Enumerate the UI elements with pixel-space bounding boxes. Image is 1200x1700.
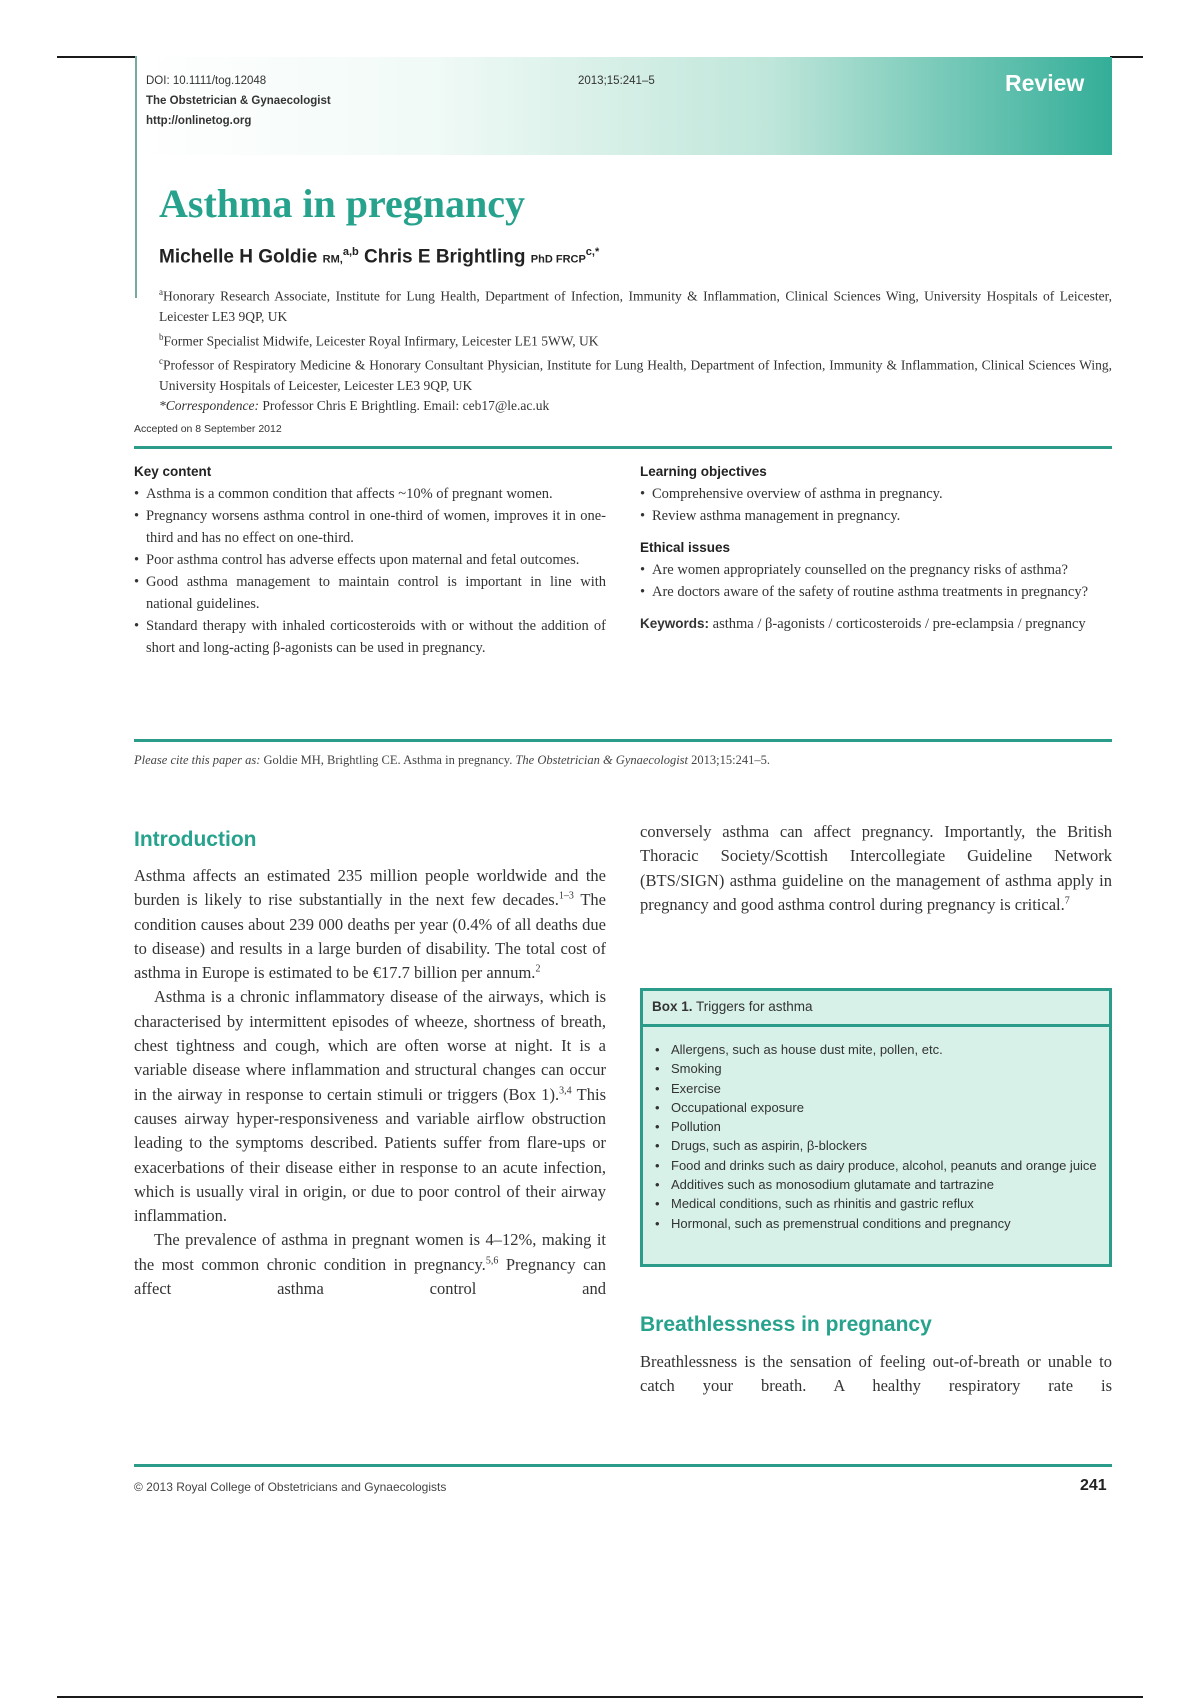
key-content	[134, 461, 606, 659]
citation: Please cite this paper as: Goldie MH, Brightling CE. Asthma in pregnancy. The Obstetrician & Gynaecologist 2013;15:241–5.	[134, 753, 770, 767]
box-title: Box 1. Triggers for asthma	[643, 991, 1109, 1027]
section-heading: Introduction	[134, 828, 257, 851]
list-item: • Smoking	[671, 1059, 1099, 1078]
journal-name: The Obstetrician & Gynaecologist	[146, 95, 331, 107]
divider	[134, 739, 1112, 742]
section-heading: Breathlessness in pregnancy	[640, 1313, 932, 1336]
paragraph: Asthma is a chronic inflammatory disease of the airways, which is characterised by intermittent episodes of wheeze, shortness of breath, chest tightness and cough, which are often worse at night. It is a variable disease where inflammation and structural changes can occur in the airway in response to certain stimuli or triggers (Box 1).$^{3,4}$ This causes airway hyper-responsiveness and variable airflow obstruction leading to the symptoms described. Patients suffer from flare-ups or exacerbations of their disease either in response to an acute infection, which is usually viral in origin, or due to poor control of their airway inflammation.	[134, 987, 606, 1226]
list-item: • Are doctors aware of the safety of routine asthma treatments in pregnancy?	[640, 581, 1112, 603]
list-item: • Good asthma management to maintain control is important in line with national guidelines.	[134, 571, 606, 615]
author-affil-sup: a,b	[342, 246, 359, 258]
key-content-heading: Key content	[134, 464, 212, 479]
keywords: Keywords: asthma / β-agonists / corticosteroids / pre-eclampsia / pregnancy	[640, 616, 1086, 632]
list-item: • Allergens, such as house dust mite, pollen, etc.	[671, 1040, 1099, 1059]
list-item: • Hormonal, such as premenstrual conditions and pregnancy	[671, 1214, 1099, 1233]
learning-objectives	[640, 461, 1112, 635]
list-item: • Are women appropriately counselled on the pregnancy risks of asthma?	[640, 559, 1112, 581]
volume-issue: 2013;15:241–5	[578, 75, 655, 87]
list-item: • Additives such as monosodium glutamate and tartrazine	[671, 1175, 1099, 1194]
journal-meta	[146, 71, 331, 131]
list-item: • Occupational exposure	[671, 1098, 1099, 1117]
author-affil-sup: c,*	[585, 246, 600, 258]
affiliation: $^b$Former Specialist Midwife, Leicester Royal Infirmary, Leicester LE1 5WW, UK	[159, 331, 599, 348]
correspondence: *Correspondence: Professor Chris E Brightling. Email: ceb17@le.ac.uk	[159, 397, 550, 413]
author-degree: PhD FRCP	[530, 253, 586, 266]
article-title: Asthma in pregnancy	[159, 181, 525, 226]
divider	[134, 446, 1112, 449]
list-item: • Poor asthma control has adverse effects upon maternal and fetal outcomes.	[134, 549, 606, 571]
page-number: 241	[1080, 1477, 1107, 1494]
list-item: • Medical conditions, such as rhinitis and gastric reflux	[671, 1194, 1099, 1213]
paragraph: Breathlessness is the sensation of feeling out-of-breath or unable to catch your breath. A healthy respiratory rate is	[640, 1352, 1112, 1396]
list-item: • Pregnancy worsens asthma control in one-third of women, improves it in one-third and has no effect on one-third.	[134, 505, 606, 549]
accepted-date: Accepted on 8 September 2012	[134, 423, 282, 435]
list-item: • Standard therapy with inhaled corticosteroids with or without the addition of short and long-acting β-agonists can be used in pregnancy.	[134, 615, 606, 659]
body-column-left	[134, 825, 606, 1301]
box-1-triggers	[640, 988, 1112, 1267]
author-name: Chris E Brightling	[364, 246, 526, 268]
author-degree: RM,	[322, 253, 343, 266]
learning-objectives-heading: Learning objectives	[640, 464, 767, 479]
section-label: Review	[1005, 70, 1085, 96]
doi: DOI: 10.1111/tog.12048	[146, 75, 267, 87]
divider	[134, 1464, 1112, 1467]
list-item: • Drugs, such as aspirin, β-blockers	[671, 1136, 1099, 1155]
affiliations	[159, 282, 1112, 416]
affiliation: $^a$Honorary Research Associate, Institute for Lung Health, Department of Infection, Immunity & Inflammation, Clinical Sciences Wing, University Hospitals of Leicester, Leicester LE3 9QP, UK	[159, 287, 1112, 324]
top-rule-right	[1110, 56, 1143, 58]
copyright: © 2013 Royal College of Obstetricians and Gynaecologists	[134, 1480, 447, 1494]
list-item: • Comprehensive overview of asthma in pregnancy.	[640, 483, 1112, 505]
list-item: • Review asthma management in pregnancy.	[640, 505, 1112, 527]
bottom-rule	[57, 1696, 1143, 1698]
author-name: Michelle H Goldie	[159, 246, 318, 268]
journal-url[interactable]: http://onlinetog.org	[146, 115, 252, 127]
author-list	[159, 246, 599, 268]
box-list	[643, 1027, 1109, 1233]
paragraph: Asthma affects an estimated 235 million people worldwide and the burden is likely to rise substantially in the next few decades.$^{1-3}$ The condition causes about 239 000 deaths per year (0.4% of all deaths due to disease) and results in a large burden of disability. The total cost of asthma in Europe is estimated to be €17.7 billion per annum.$^2$	[134, 866, 606, 983]
correspondence-email[interactable]: Professor Chris E Brightling. Email: ceb17@le.ac.uk	[258, 397, 550, 413]
body-column-right	[640, 820, 1112, 917]
list-item: • Exercise	[671, 1079, 1099, 1098]
top-rule-left	[57, 56, 135, 58]
paragraph: conversely asthma can affect pregnancy. Importantly, the British Thoracic Society/Scottish Intercollegiate Guideline Network (BTS/SIGN) asthma guideline on the management of asthma apply in pregnancy and good asthma control during pregnancy is critical.$^7$	[640, 822, 1112, 914]
affiliation: $^c$Professor of Respiratory Medicine & Honorary Consultant Physician, Institute for Lung Health, Department of Infection, Immunity & Inflammation, Clinical Sciences Wing, University Hospitals of Leicester, Leicester LE3 9QP, UK	[159, 356, 1112, 393]
list-item: • Asthma is a common condition that affects ~10% of pregnant women.	[134, 483, 606, 505]
list-item: • Food and drinks such as dairy produce, alcohol, peanuts and orange juice	[671, 1156, 1099, 1175]
paragraph: The prevalence of asthma in pregnant women is 4–12%, making it the most common chronic condition in pregnancy.$^{5,6}$ Pregnancy can affect asthma control and	[134, 1230, 606, 1299]
list-item: • Pollution	[671, 1117, 1099, 1136]
ethical-issues-heading: Ethical issues	[640, 540, 731, 555]
